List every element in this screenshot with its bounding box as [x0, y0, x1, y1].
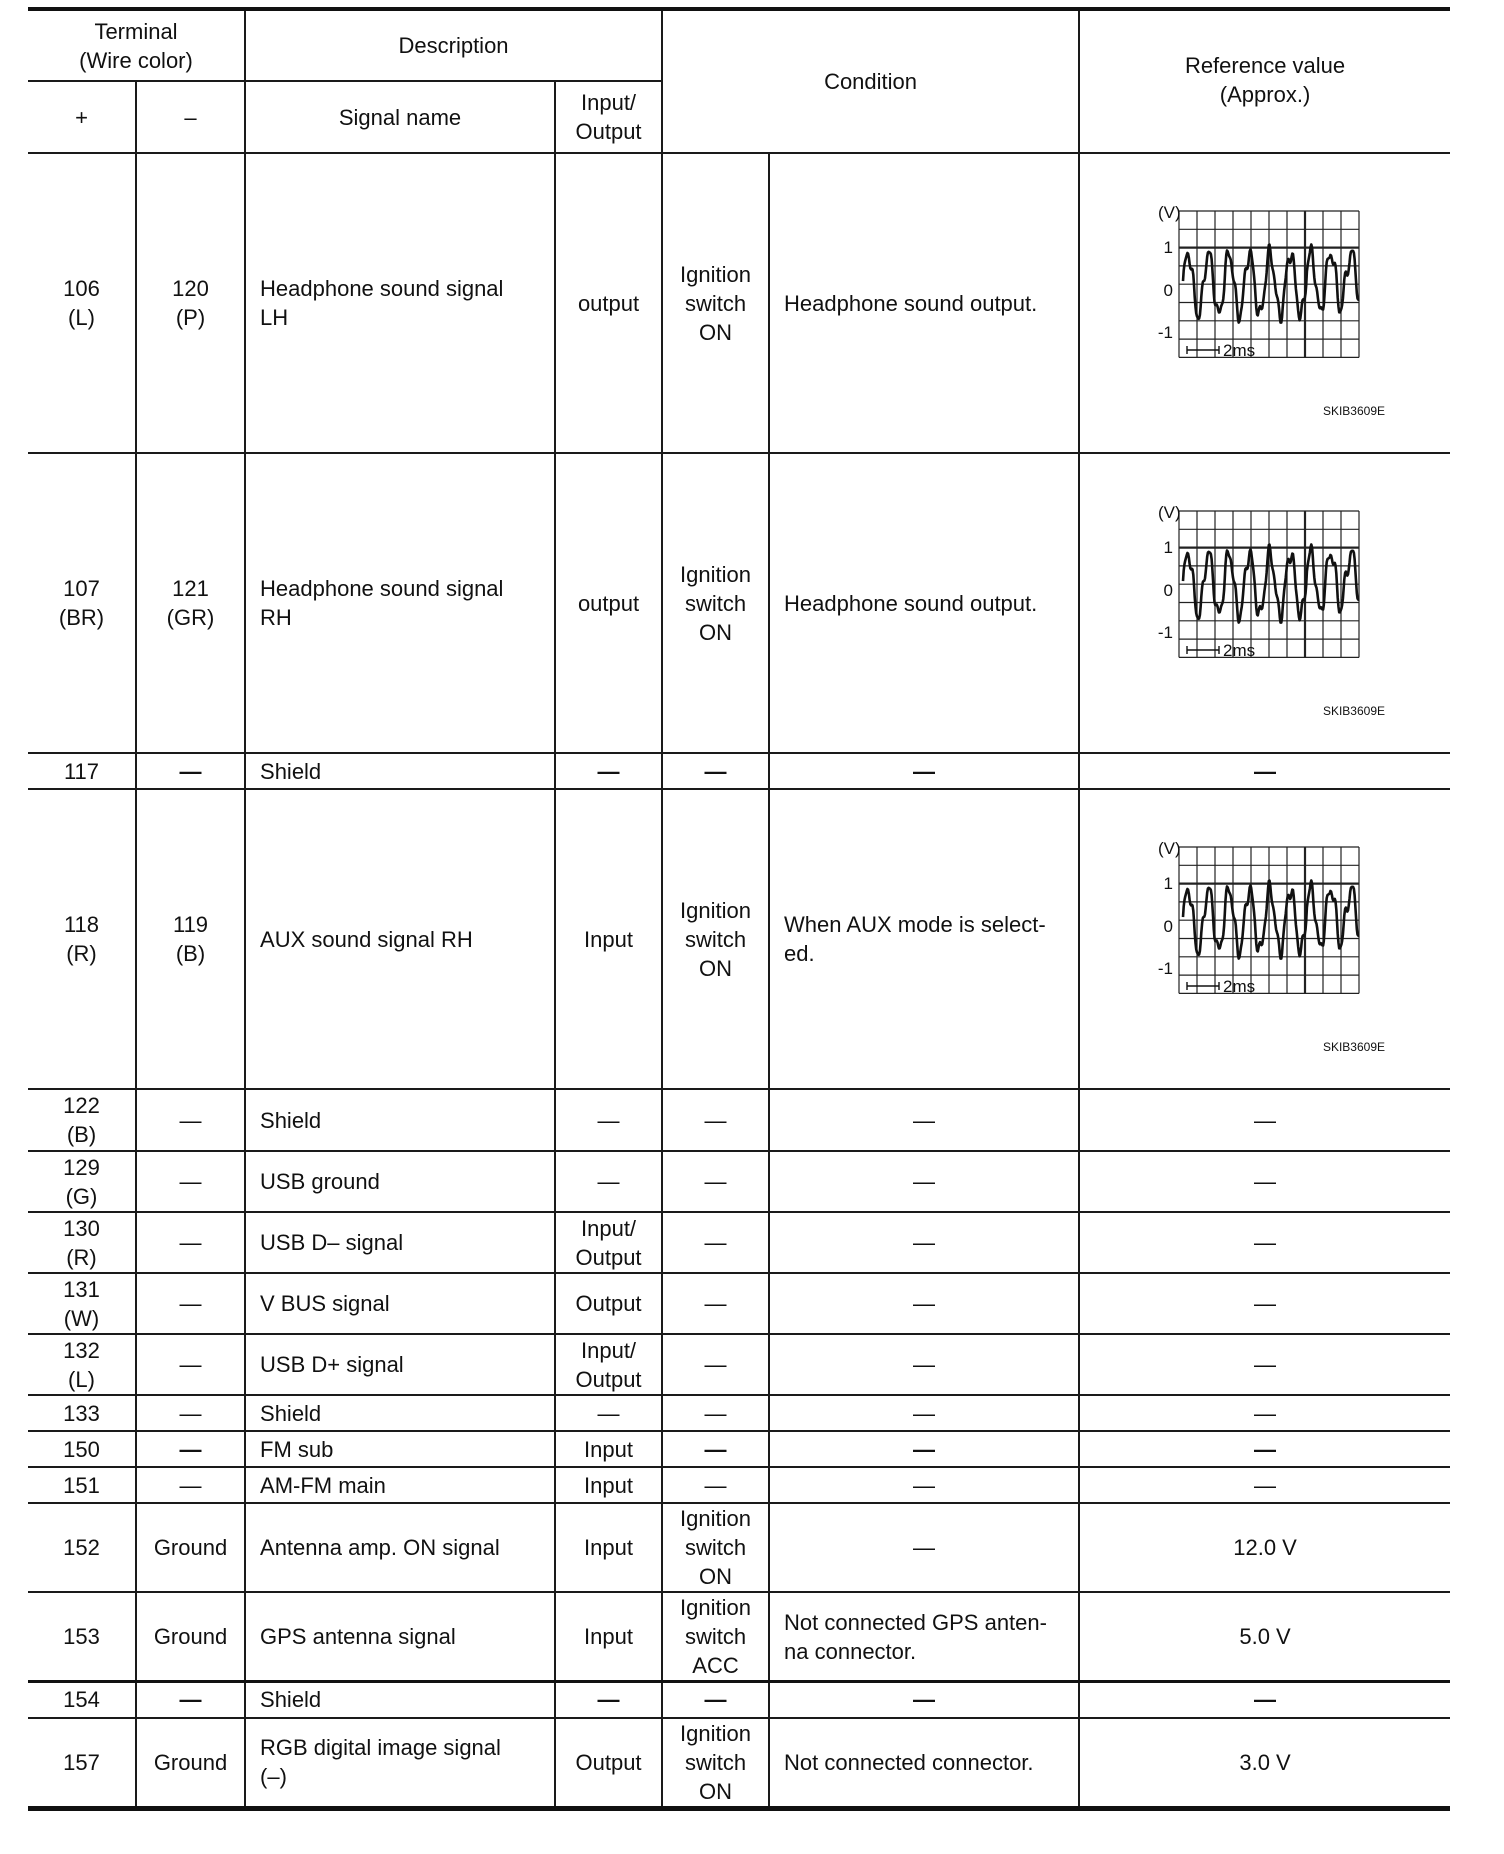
condition-state-cell: —	[662, 753, 769, 789]
input-output-cell: Input	[555, 1503, 662, 1592]
reference-waveform-cell	[1079, 789, 1450, 1089]
reference-value-cell: —	[1079, 1431, 1450, 1467]
terminal-plus-cell: 132 (L)	[28, 1334, 136, 1395]
table-row	[28, 153, 1450, 453]
terminal-minus-cell: Ground	[136, 1503, 245, 1592]
condition-state-cell: —	[662, 1151, 769, 1212]
terminal-plus-cell: 117	[28, 753, 136, 789]
reference-value-cell: —	[1079, 1395, 1450, 1431]
terminal-minus-cell: 119 (B)	[136, 789, 245, 1089]
waveform-graph	[1115, 483, 1415, 723]
signal-name-cell: USB D– signal	[245, 1212, 555, 1273]
input-output-cell: Input	[555, 789, 662, 1089]
reference-value-cell: —	[1079, 1151, 1450, 1212]
signal-name-cell: USB D+ signal	[245, 1334, 555, 1395]
condition-state-cell: —	[662, 1089, 769, 1151]
terminal-plus-cell: 157	[28, 1718, 136, 1809]
condition-description-cell: Headphone sound output.	[769, 453, 1079, 753]
waveform-trace	[1183, 545, 1359, 623]
input-output-cell: Input/ Output	[555, 1212, 662, 1273]
input-output-cell: —	[555, 1395, 662, 1431]
condition-state-cell: —	[662, 1334, 769, 1395]
terminal-plus-cell: 154	[28, 1682, 136, 1718]
condition-state-cell: —	[662, 1212, 769, 1273]
table-row	[28, 1718, 1450, 1809]
reference-value-cell: 12.0 V	[1079, 1503, 1450, 1592]
condition-description-cell: —	[769, 1212, 1079, 1273]
waveform-trace	[1183, 245, 1359, 323]
waveform-unit-label: (V)	[1158, 503, 1181, 522]
condition-state-cell: —	[662, 1682, 769, 1718]
condition-description-cell: Headphone sound output.	[769, 153, 1079, 453]
waveform-time-label: 2ms	[1223, 341, 1256, 360]
condition-state-cell: —	[662, 1431, 769, 1467]
condition-state-cell: Ignition switch ON	[662, 1718, 769, 1809]
terminal-plus-cell: 106 (L)	[28, 153, 136, 453]
reference-value-cell: —	[1079, 753, 1450, 789]
terminal-plus-cell: 151	[28, 1467, 136, 1503]
table-row	[28, 1273, 1450, 1334]
table-row	[28, 1503, 1450, 1592]
terminal-plus-cell: 130 (R)	[28, 1212, 136, 1273]
condition-state-cell: Ignition switch ON	[662, 453, 769, 753]
terminal-minus-cell: —	[136, 1273, 245, 1334]
reference-value-cell: 5.0 V	[1079, 1592, 1450, 1682]
terminal-plus-cell: 133	[28, 1395, 136, 1431]
table-row	[28, 1151, 1450, 1212]
header-terminal: Terminal (Wire color)	[28, 9, 245, 81]
terminal-minus-cell: Ground	[136, 1718, 245, 1809]
waveform-tick-label: -1	[1157, 623, 1174, 642]
signal-name-cell: AM-FM main	[245, 1467, 555, 1503]
terminal-minus-cell: —	[136, 1151, 245, 1212]
condition-state-cell: —	[662, 1273, 769, 1334]
condition-state-cell: Ignition switch ACC	[662, 1592, 769, 1682]
terminal-plus-cell: 131 (W)	[28, 1273, 136, 1334]
condition-description-cell: —	[769, 1089, 1079, 1151]
header-signal-name: Signal name	[245, 81, 555, 153]
signal-name-cell: Shield	[245, 1682, 555, 1718]
input-output-cell: output	[555, 453, 662, 753]
table-row	[28, 1089, 1450, 1151]
reference-value-cell: —	[1079, 1682, 1450, 1718]
terminal-plus-cell: 150	[28, 1431, 136, 1467]
input-output-cell: —	[555, 1089, 662, 1151]
waveform-tick-label: -1	[1157, 959, 1174, 978]
table-body	[28, 153, 1450, 1808]
waveform-tick-label: 0	[1163, 281, 1174, 300]
terminal-plus-cell: 107 (BR)	[28, 453, 136, 753]
reference-value-cell: 3.0 V	[1079, 1718, 1450, 1809]
condition-state-cell: Ignition switch ON	[662, 789, 769, 1089]
table-row	[28, 1212, 1450, 1273]
table-row	[28, 1467, 1450, 1503]
condition-description-cell: —	[769, 1467, 1079, 1503]
table-row	[28, 453, 1450, 753]
terminal-minus-cell: 120 (P)	[136, 153, 245, 453]
signal-name-cell: Shield	[245, 1395, 555, 1431]
terminal-minus-cell: —	[136, 1212, 245, 1273]
signal-name-cell: RGB digital image signal (–)	[245, 1718, 555, 1809]
input-output-cell: —	[555, 1151, 662, 1212]
waveform-unit-label: (V)	[1158, 839, 1181, 858]
table-row	[28, 1395, 1450, 1431]
reference-value-cell: —	[1079, 1212, 1450, 1273]
header-reference-value: Reference value (Approx.)	[1079, 9, 1450, 153]
input-output-cell: Output	[555, 1718, 662, 1809]
signal-name-cell: Headphone sound signal RH	[245, 453, 555, 753]
terminal-plus-cell: 129 (G)	[28, 1151, 136, 1212]
terminal-plus-cell: 153	[28, 1592, 136, 1682]
terminal-minus-cell: —	[136, 1467, 245, 1503]
table-row	[28, 1592, 1450, 1682]
waveform-unit-label: (V)	[1158, 203, 1181, 222]
signal-name-cell: Headphone sound signal LH	[245, 153, 555, 453]
table-row	[28, 753, 1450, 789]
time-scale-arrow	[1187, 346, 1219, 354]
figure-code: SKIB3609E	[1323, 1040, 1386, 1054]
signal-name-cell: FM sub	[245, 1431, 555, 1467]
terminal-minus-cell: —	[136, 1089, 245, 1151]
condition-description-cell: When AUX mode is select- ed.	[769, 789, 1079, 1089]
condition-description-cell: —	[769, 1273, 1079, 1334]
input-output-cell: output	[555, 153, 662, 453]
waveform-tick-label: 1	[1163, 538, 1174, 557]
terminal-table-sheet	[28, 7, 1450, 1811]
input-output-cell: Input	[555, 1431, 662, 1467]
signal-name-cell: Antenna amp. ON signal	[245, 1503, 555, 1592]
header-description: Description	[245, 9, 662, 81]
condition-state-cell: —	[662, 1467, 769, 1503]
terminal-plus-cell: 152	[28, 1503, 136, 1592]
terminal-minus-cell: 121 (GR)	[136, 453, 245, 753]
header-plus: +	[28, 81, 136, 153]
figure-code: SKIB3609E	[1323, 704, 1386, 718]
input-output-cell: Output	[555, 1273, 662, 1334]
condition-state-cell: Ignition switch ON	[662, 153, 769, 453]
time-scale-arrow	[1187, 982, 1219, 990]
reference-value-cell: —	[1079, 1467, 1450, 1503]
terminal-minus-cell: —	[136, 1682, 245, 1718]
reference-value-cell: —	[1079, 1273, 1450, 1334]
condition-description-cell: —	[769, 1431, 1079, 1467]
waveform-graph	[1115, 183, 1415, 423]
waveform-trace	[1183, 881, 1359, 959]
terminal-minus-cell: Ground	[136, 1592, 245, 1682]
terminal-plus-cell: 118 (R)	[28, 789, 136, 1089]
reference-value-cell: —	[1079, 1089, 1450, 1151]
input-output-cell: Input	[555, 1467, 662, 1503]
terminal-minus-cell: —	[136, 1395, 245, 1431]
condition-description-cell: —	[769, 1151, 1079, 1212]
terminal-minus-cell: —	[136, 1431, 245, 1467]
time-scale-arrow	[1187, 646, 1219, 654]
condition-description-cell: —	[769, 1395, 1079, 1431]
terminal-minus-cell: —	[136, 753, 245, 789]
input-output-cell: Input/ Output	[555, 1334, 662, 1395]
reference-waveform-cell	[1079, 453, 1450, 753]
condition-description-cell: Not connected connector.	[769, 1718, 1079, 1809]
waveform-tick-label: 1	[1163, 874, 1174, 893]
input-output-cell: —	[555, 1682, 662, 1718]
table-row	[28, 1431, 1450, 1467]
table-row	[28, 1334, 1450, 1395]
waveform-tick-label: 1	[1163, 238, 1174, 257]
signal-name-cell: GPS antenna signal	[245, 1592, 555, 1682]
condition-description-cell: —	[769, 1682, 1079, 1718]
waveform-tick-label: -1	[1157, 323, 1174, 342]
signal-name-cell: Shield	[245, 1089, 555, 1151]
reference-value-cell: —	[1079, 1334, 1450, 1395]
condition-description-cell: —	[769, 1334, 1079, 1395]
terminal-minus-cell: —	[136, 1334, 245, 1395]
header-input-output: Input/ Output	[555, 81, 662, 153]
condition-description-cell: Not connected GPS anten- na connector.	[769, 1592, 1079, 1682]
input-output-cell: —	[555, 753, 662, 789]
signal-name-cell: V BUS signal	[245, 1273, 555, 1334]
waveform-graph	[1115, 819, 1415, 1059]
terminal-reference-table	[28, 7, 1450, 1811]
terminal-plus-cell: 122 (B)	[28, 1089, 136, 1151]
table-row	[28, 789, 1450, 1089]
condition-description-cell: —	[769, 753, 1079, 789]
table-row	[28, 1682, 1450, 1718]
waveform-time-label: 2ms	[1223, 977, 1256, 996]
waveform-tick-label: 0	[1163, 917, 1174, 936]
header-condition: Condition	[662, 9, 1079, 153]
figure-code: SKIB3609E	[1323, 404, 1386, 418]
waveform-time-label: 2ms	[1223, 641, 1256, 660]
condition-state-cell: —	[662, 1395, 769, 1431]
input-output-cell: Input	[555, 1592, 662, 1682]
waveform-tick-label: 0	[1163, 581, 1174, 600]
signal-name-cell: USB ground	[245, 1151, 555, 1212]
reference-waveform-cell	[1079, 153, 1450, 453]
condition-description-cell: —	[769, 1503, 1079, 1592]
signal-name-cell: Shield	[245, 753, 555, 789]
signal-name-cell: AUX sound signal RH	[245, 789, 555, 1089]
header-minus: –	[136, 81, 245, 153]
condition-state-cell: Ignition switch ON	[662, 1503, 769, 1592]
